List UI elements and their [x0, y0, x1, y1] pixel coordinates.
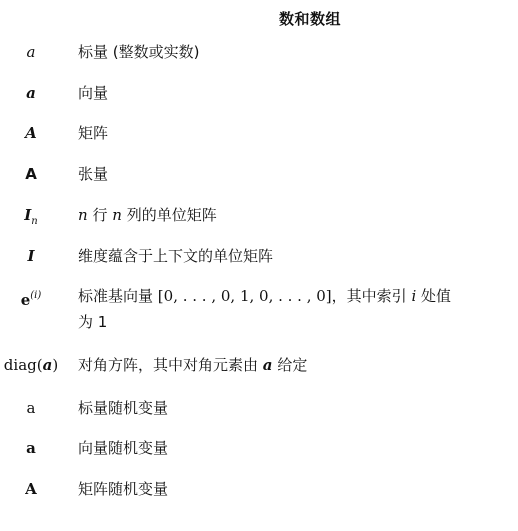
description-basis-line1	[78, 283, 498, 309]
symbol-basis-superscript: (i)	[30, 290, 42, 301]
symbol-basis-vector	[0, 286, 62, 310]
description-basis-vector	[78, 283, 498, 335]
description-vector-rv: 向量随机变量	[78, 439, 169, 457]
notation-row	[0, 438, 518, 478]
description-matrix-rv: 矩阵随机变量	[78, 480, 169, 498]
desc-text-rows: 行	[92, 206, 108, 224]
description-diag	[78, 352, 498, 378]
description-scalar-rv: 标量随机变量	[78, 399, 169, 417]
description-basis-line2: 为 1	[78, 313, 108, 331]
symbol-matrix-rv: A	[25, 480, 37, 498]
desc-var-n-cols: n	[112, 206, 122, 224]
symbol-identity-n	[0, 205, 62, 232]
symbol-diag	[0, 355, 62, 375]
symbol-matrix: A	[25, 124, 37, 142]
notation-row	[0, 479, 518, 519]
symbol-scalar-rv: a	[26, 399, 36, 417]
symbol-identity-n-subscript: n	[31, 216, 38, 227]
desc-basis-math: [0, . . . , 0, 1, 0, . . . , 0]，	[157, 287, 347, 305]
symbol-vector: a	[26, 84, 36, 102]
description-matrix: 矩阵	[78, 124, 109, 142]
symbol-vector-rv: a	[26, 439, 36, 457]
symbol-scalar: a	[26, 43, 36, 61]
description-scalar: 标量 (整数或实数)	[78, 43, 200, 61]
notation-row	[0, 398, 518, 438]
section-title: 数和数组	[278, 10, 341, 28]
symbol-identity: I	[27, 247, 35, 265]
desc-basis-suffix: 处值	[421, 287, 452, 305]
symbol-tensor: A	[25, 165, 37, 183]
desc-basis-var: i	[411, 287, 417, 305]
notation-row	[0, 83, 518, 123]
symbol-diag-var: a	[42, 356, 53, 374]
desc-diag-var: a	[262, 356, 273, 374]
symbol-basis-base: e	[20, 291, 31, 309]
notation-row	[0, 123, 518, 163]
desc-text-cols: 列的单位矩阵	[126, 206, 217, 224]
notation-row	[0, 286, 518, 346]
notation-row	[0, 205, 518, 245]
desc-diag-suffix: 给定	[277, 356, 308, 374]
notation-row	[0, 164, 518, 204]
notation-row	[0, 355, 518, 395]
notation-row	[0, 42, 518, 82]
desc-basis-mid: 其中索引	[346, 287, 407, 305]
symbol-diag-prefix: diag(	[3, 356, 43, 374]
description-vector: 向量	[78, 84, 109, 102]
description-tensor: 张量	[78, 165, 109, 183]
notation-row	[0, 246, 518, 286]
desc-diag-prefix: 对角方阵，其中对角元素由	[78, 356, 259, 374]
symbol-identity-n-base: I	[24, 206, 32, 224]
desc-var-n-rows: n	[78, 206, 88, 224]
description-identity: 维度蕴含于上下文的单位矩阵	[78, 247, 274, 265]
desc-basis-prefix: 标准基向量	[78, 287, 154, 305]
symbol-diag-suffix: )	[52, 356, 59, 374]
description-identity-n	[78, 202, 498, 228]
